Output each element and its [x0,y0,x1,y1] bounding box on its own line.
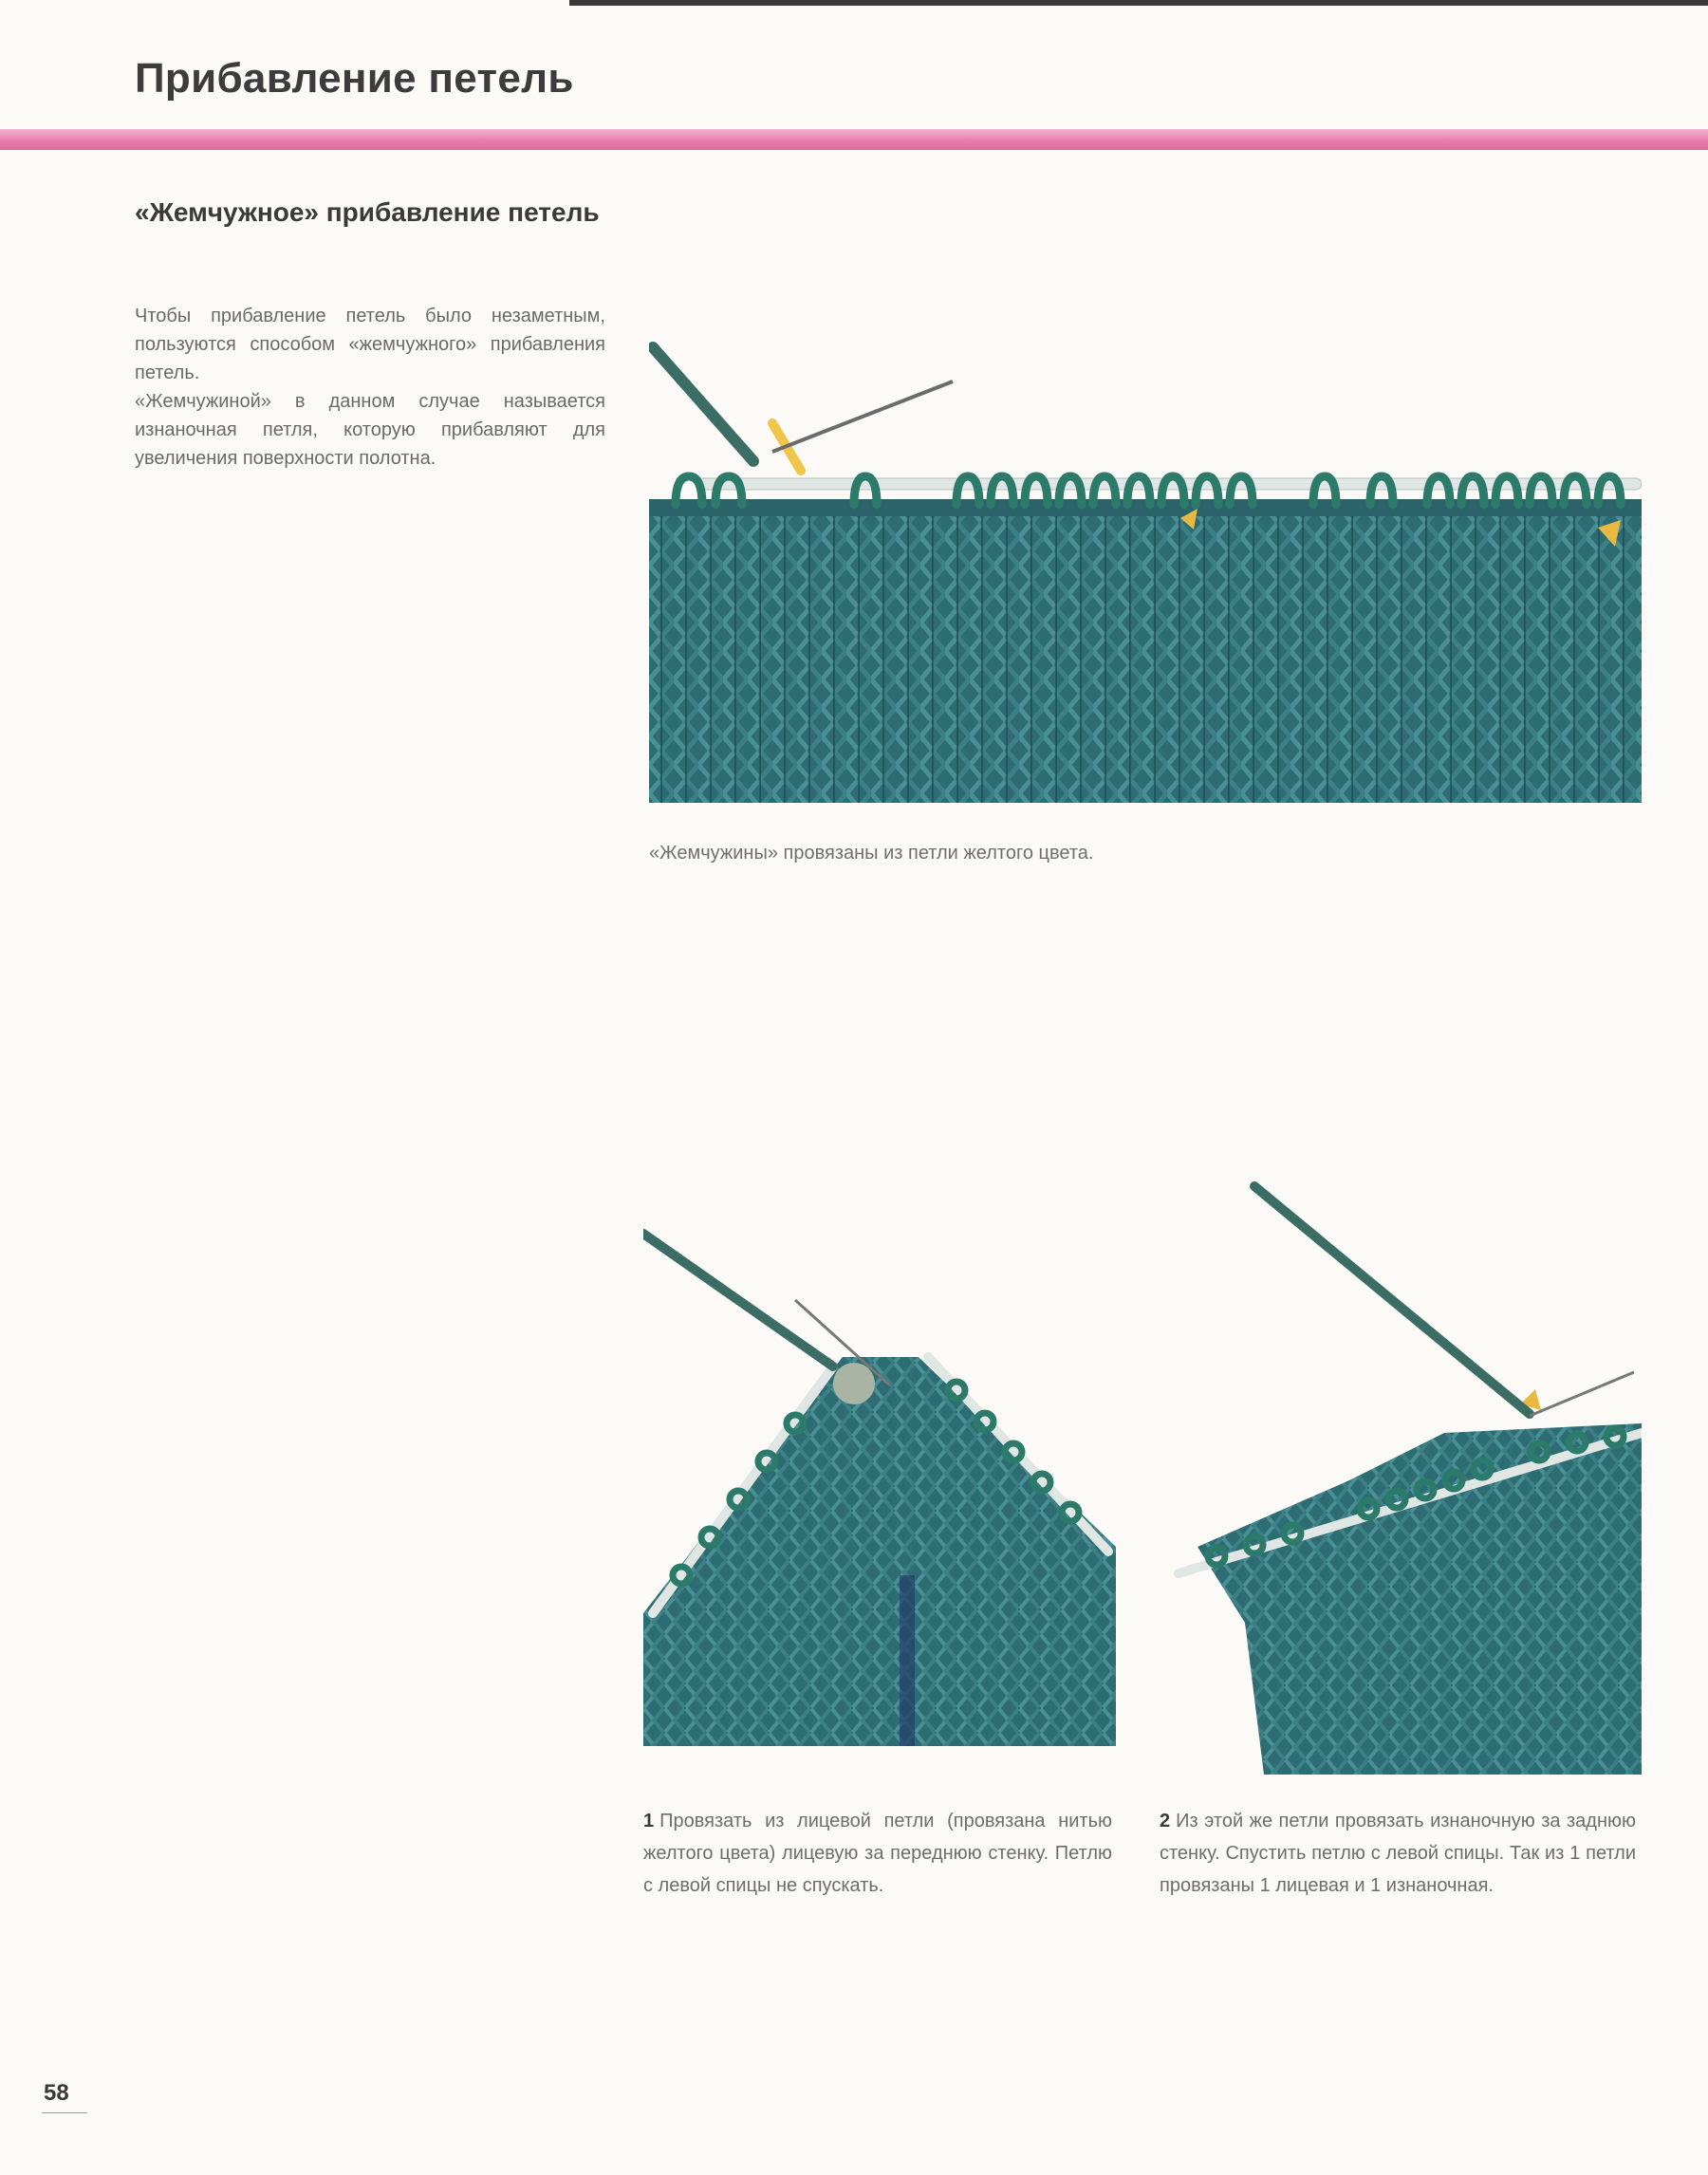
page-top-edge [569,0,1708,6]
knitting-photo-step1 [643,1215,1116,1775]
page-number: 58 [44,2080,69,2106]
step-1-caption [643,1805,1112,1902]
page-number-rule [42,2112,87,2113]
knitting-photo-step2 [1160,1167,1642,1775]
step-2-number: 2 [1160,1811,1171,1831]
knitting-photo-main [649,338,1642,803]
main-photo-caption: «Жемчужины» провязаны из петли желтого цвета. [649,843,1094,864]
intro-paragraph-1: Чтобы прибавление петель было незаметным, пользуются способом «жемчужного» прибавления петель. [135,306,605,383]
intro-text [135,302,605,473]
page-title: Прибавление петель [135,55,574,102]
step-2-caption [1160,1805,1636,1902]
step-2-text: Из этой же петли провязать изнаночную за заднюю стенку. Спустить петлю с левой спицы. Так из 1 петли провязаны 1 лицевая и 1 изнаночная. [1160,1811,1636,1896]
intro-paragraph-2: «Жемчужиной» в данном случае называется изнаночная петля, которую прибавляют для увеличения поверхности полотна. [135,391,605,469]
section-heading: «Жемчужное» прибавление петель [135,197,600,227]
pink-title-rule [0,129,1708,150]
step-1-number: 1 [643,1811,655,1831]
step-1-text: Провязать из лицевой петли (провязана нитью желтого цвета) лицевую за переднюю стенку. Петлю с левой спицы не спускать. [643,1811,1112,1896]
